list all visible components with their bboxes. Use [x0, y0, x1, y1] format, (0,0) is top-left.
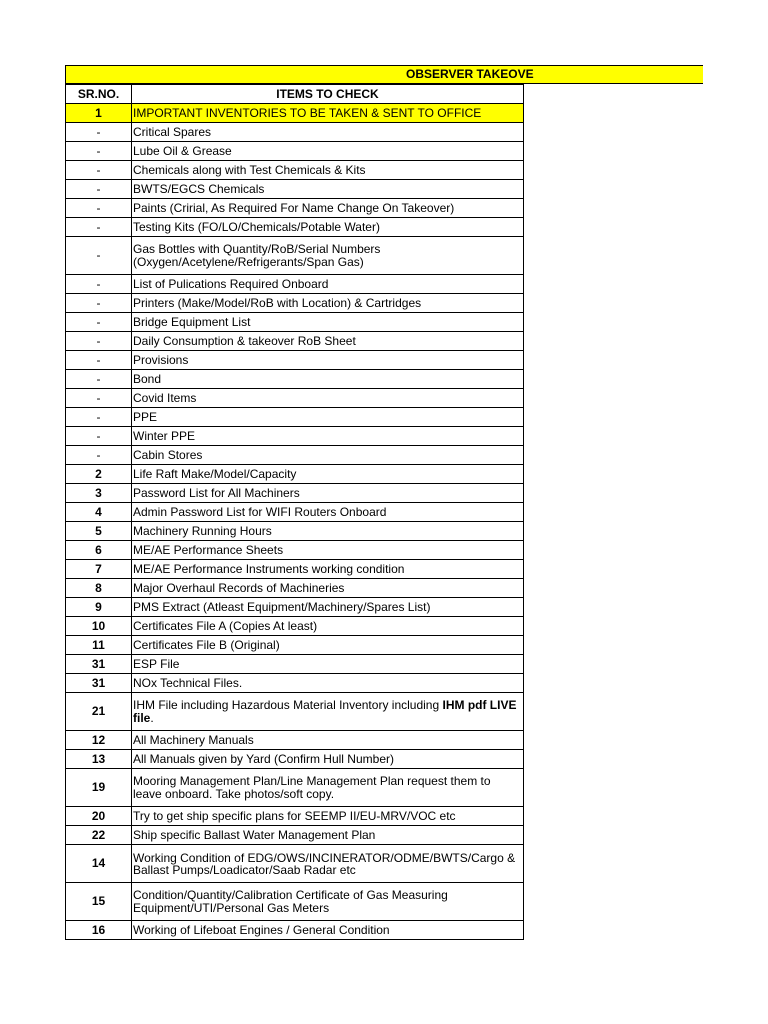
sr-no-cell: 16: [66, 921, 132, 940]
table-row: [66, 142, 524, 161]
item-cell: [132, 693, 524, 731]
item-cell: Certificates File B (Original): [132, 636, 524, 655]
title-banner: [65, 65, 703, 84]
item-cell: Paints (Cririal, As Required For Name Change On Takeover): [132, 199, 524, 218]
table-row: [66, 408, 524, 427]
table-row: [66, 921, 524, 940]
sr-no-cell: 9: [66, 598, 132, 617]
item-cell: PPE: [132, 408, 524, 427]
table-row: [66, 617, 524, 636]
item-cell: Bridge Equipment List: [132, 313, 524, 332]
sr-no-cell: -: [66, 446, 132, 465]
sr-no-cell: -: [66, 351, 132, 370]
header-row: [66, 85, 524, 104]
item-cell: Admin Password List for WIFI Routers Onboard: [132, 503, 524, 522]
item-cell: ESP File: [132, 655, 524, 674]
item-cell: NOx Technical Files.: [132, 674, 524, 693]
table-row: [66, 883, 524, 921]
sr-no-cell: 31: [66, 674, 132, 693]
item-cell: Certificates File A (Copies At least): [132, 617, 524, 636]
item-text: IHM File including Hazardous Material Inventory including: [133, 697, 443, 712]
table-row: [66, 731, 524, 750]
table-row: [66, 560, 524, 579]
table-row: [66, 769, 524, 807]
table-row: [66, 750, 524, 769]
sr-no-cell: 15: [66, 883, 132, 921]
table-row: [66, 636, 524, 655]
sr-no-cell: -: [66, 237, 132, 275]
table-row: [66, 655, 524, 674]
item-cell: Lube Oil & Grease: [132, 142, 524, 161]
table-row: [66, 598, 524, 617]
item-cell: Ship specific Ballast Water Management Plan: [132, 826, 524, 845]
table-row: [66, 332, 524, 351]
sr-no-cell: -: [66, 313, 132, 332]
item-cell: Working of Lifeboat Engines / General Condition: [132, 921, 524, 940]
table-row: [66, 541, 524, 560]
table-row: [66, 237, 524, 275]
sr-no-cell: 1: [66, 104, 132, 123]
item-cell: IMPORTANT INVENTORIES TO BE TAKEN & SENT TO OFFICE: [132, 104, 524, 123]
table-row: [66, 427, 524, 446]
sr-no-cell: 14: [66, 845, 132, 883]
item-cell: Critical Spares: [132, 123, 524, 142]
table-row: [66, 294, 524, 313]
sr-no-cell: 2: [66, 465, 132, 484]
item-cell: Chemicals along with Test Chemicals & Kits: [132, 161, 524, 180]
table-row: [66, 674, 524, 693]
table-row: [66, 826, 524, 845]
sr-no-cell: -: [66, 370, 132, 389]
sheet-title: OBSERVER TAKEOVE: [406, 67, 534, 81]
sr-no-cell: 6: [66, 541, 132, 560]
table-row: [66, 351, 524, 370]
table-row: [66, 275, 524, 294]
sr-no-cell: 22: [66, 826, 132, 845]
item-cell: Machinery Running Hours: [132, 522, 524, 541]
item-cell: Printers (Make/Model/RoB with Location) & Cartridges: [132, 294, 524, 313]
table-row: [66, 389, 524, 408]
sr-no-cell: -: [66, 142, 132, 161]
checklist-table: [65, 84, 524, 940]
sr-no-cell: 31: [66, 655, 132, 674]
table-row: [66, 484, 524, 503]
table-row: [66, 807, 524, 826]
item-cell: ME/AE Performance Sheets: [132, 541, 524, 560]
sr-no-cell: -: [66, 218, 132, 237]
sr-no-cell: -: [66, 180, 132, 199]
item-cell: Life Raft Make/Model/Capacity: [132, 465, 524, 484]
sr-no-cell: 8: [66, 579, 132, 598]
item-cell: Working Condition of EDG/OWS/INCINERATOR/ODME/BWTS/Cargo & Ballast Pumps/Loadicator/Saab Radar etc: [132, 845, 524, 883]
table-row: [66, 104, 524, 123]
item-cell: Major Overhaul Records of Machineries: [132, 579, 524, 598]
sr-no-cell: 13: [66, 750, 132, 769]
sr-no-cell: -: [66, 294, 132, 313]
column-header-sr-no: SR.NO.: [66, 85, 132, 104]
sr-no-cell: -: [66, 408, 132, 427]
sr-no-cell: 11: [66, 636, 132, 655]
table-row: [66, 218, 524, 237]
table-row: [66, 370, 524, 389]
item-cell: Bond: [132, 370, 524, 389]
table-row: [66, 522, 524, 541]
item-cell: Gas Bottles with Quantity/RoB/Serial Numbers (Oxygen/Acetylene/Refrigerants/Span Gas): [132, 237, 524, 275]
table-row: [66, 313, 524, 332]
sr-no-cell: -: [66, 275, 132, 294]
item-text-bold: IHM pdf LIVE file: [133, 697, 517, 725]
sr-no-cell: 21: [66, 693, 132, 731]
table-row: [66, 465, 524, 484]
table-row: [66, 180, 524, 199]
item-cell: PMS Extract (Atleast Equipment/Machinery/Spares List): [132, 598, 524, 617]
table-row: [66, 446, 524, 465]
table-row: [66, 845, 524, 883]
sr-no-cell: 4: [66, 503, 132, 522]
table-row: [66, 579, 524, 598]
sr-no-cell: 19: [66, 769, 132, 807]
item-cell: Mooring Management Plan/Line Management Plan request them to leave onboard. Take photos/soft copy.: [132, 769, 524, 807]
item-cell: All Machinery Manuals: [132, 731, 524, 750]
table-row: [66, 693, 524, 731]
sr-no-cell: -: [66, 427, 132, 446]
table-row: [66, 161, 524, 180]
sr-no-cell: 3: [66, 484, 132, 503]
sr-no-cell: -: [66, 161, 132, 180]
table-row: [66, 199, 524, 218]
item-text-tail: .: [150, 710, 154, 725]
item-cell: BWTS/EGCS Chemicals: [132, 180, 524, 199]
table-row: [66, 123, 524, 142]
item-cell: Try to get ship specific plans for SEEMP II/EU-MRV/VOC etc: [132, 807, 524, 826]
sr-no-cell: 20: [66, 807, 132, 826]
item-cell: List of Pulications Required Onboard: [132, 275, 524, 294]
item-cell: Condition/Quantity/Calibration Certificate of Gas Measuring Equipment/UTI/Personal Gas Meters: [132, 883, 524, 921]
sr-no-cell: 12: [66, 731, 132, 750]
item-cell: Covid Items: [132, 389, 524, 408]
item-cell: All Manuals given by Yard (Confirm Hull Number): [132, 750, 524, 769]
item-cell: Testing Kits (FO/LO/Chemicals/Potable Water): [132, 218, 524, 237]
column-header-items: ITEMS TO CHECK: [132, 85, 524, 104]
item-cell: Winter PPE: [132, 427, 524, 446]
item-cell: ME/AE Performance Instruments working condition: [132, 560, 524, 579]
item-cell: Password List for All Machiners: [132, 484, 524, 503]
sr-no-cell: 5: [66, 522, 132, 541]
sr-no-cell: -: [66, 389, 132, 408]
item-cell: Cabin Stores: [132, 446, 524, 465]
sr-no-cell: -: [66, 332, 132, 351]
item-cell: Daily Consumption & takeover RoB Sheet: [132, 332, 524, 351]
sr-no-cell: -: [66, 199, 132, 218]
sr-no-cell: 7: [66, 560, 132, 579]
sr-no-cell: -: [66, 123, 132, 142]
sr-no-cell: 10: [66, 617, 132, 636]
table-row: [66, 503, 524, 522]
item-cell: Provisions: [132, 351, 524, 370]
